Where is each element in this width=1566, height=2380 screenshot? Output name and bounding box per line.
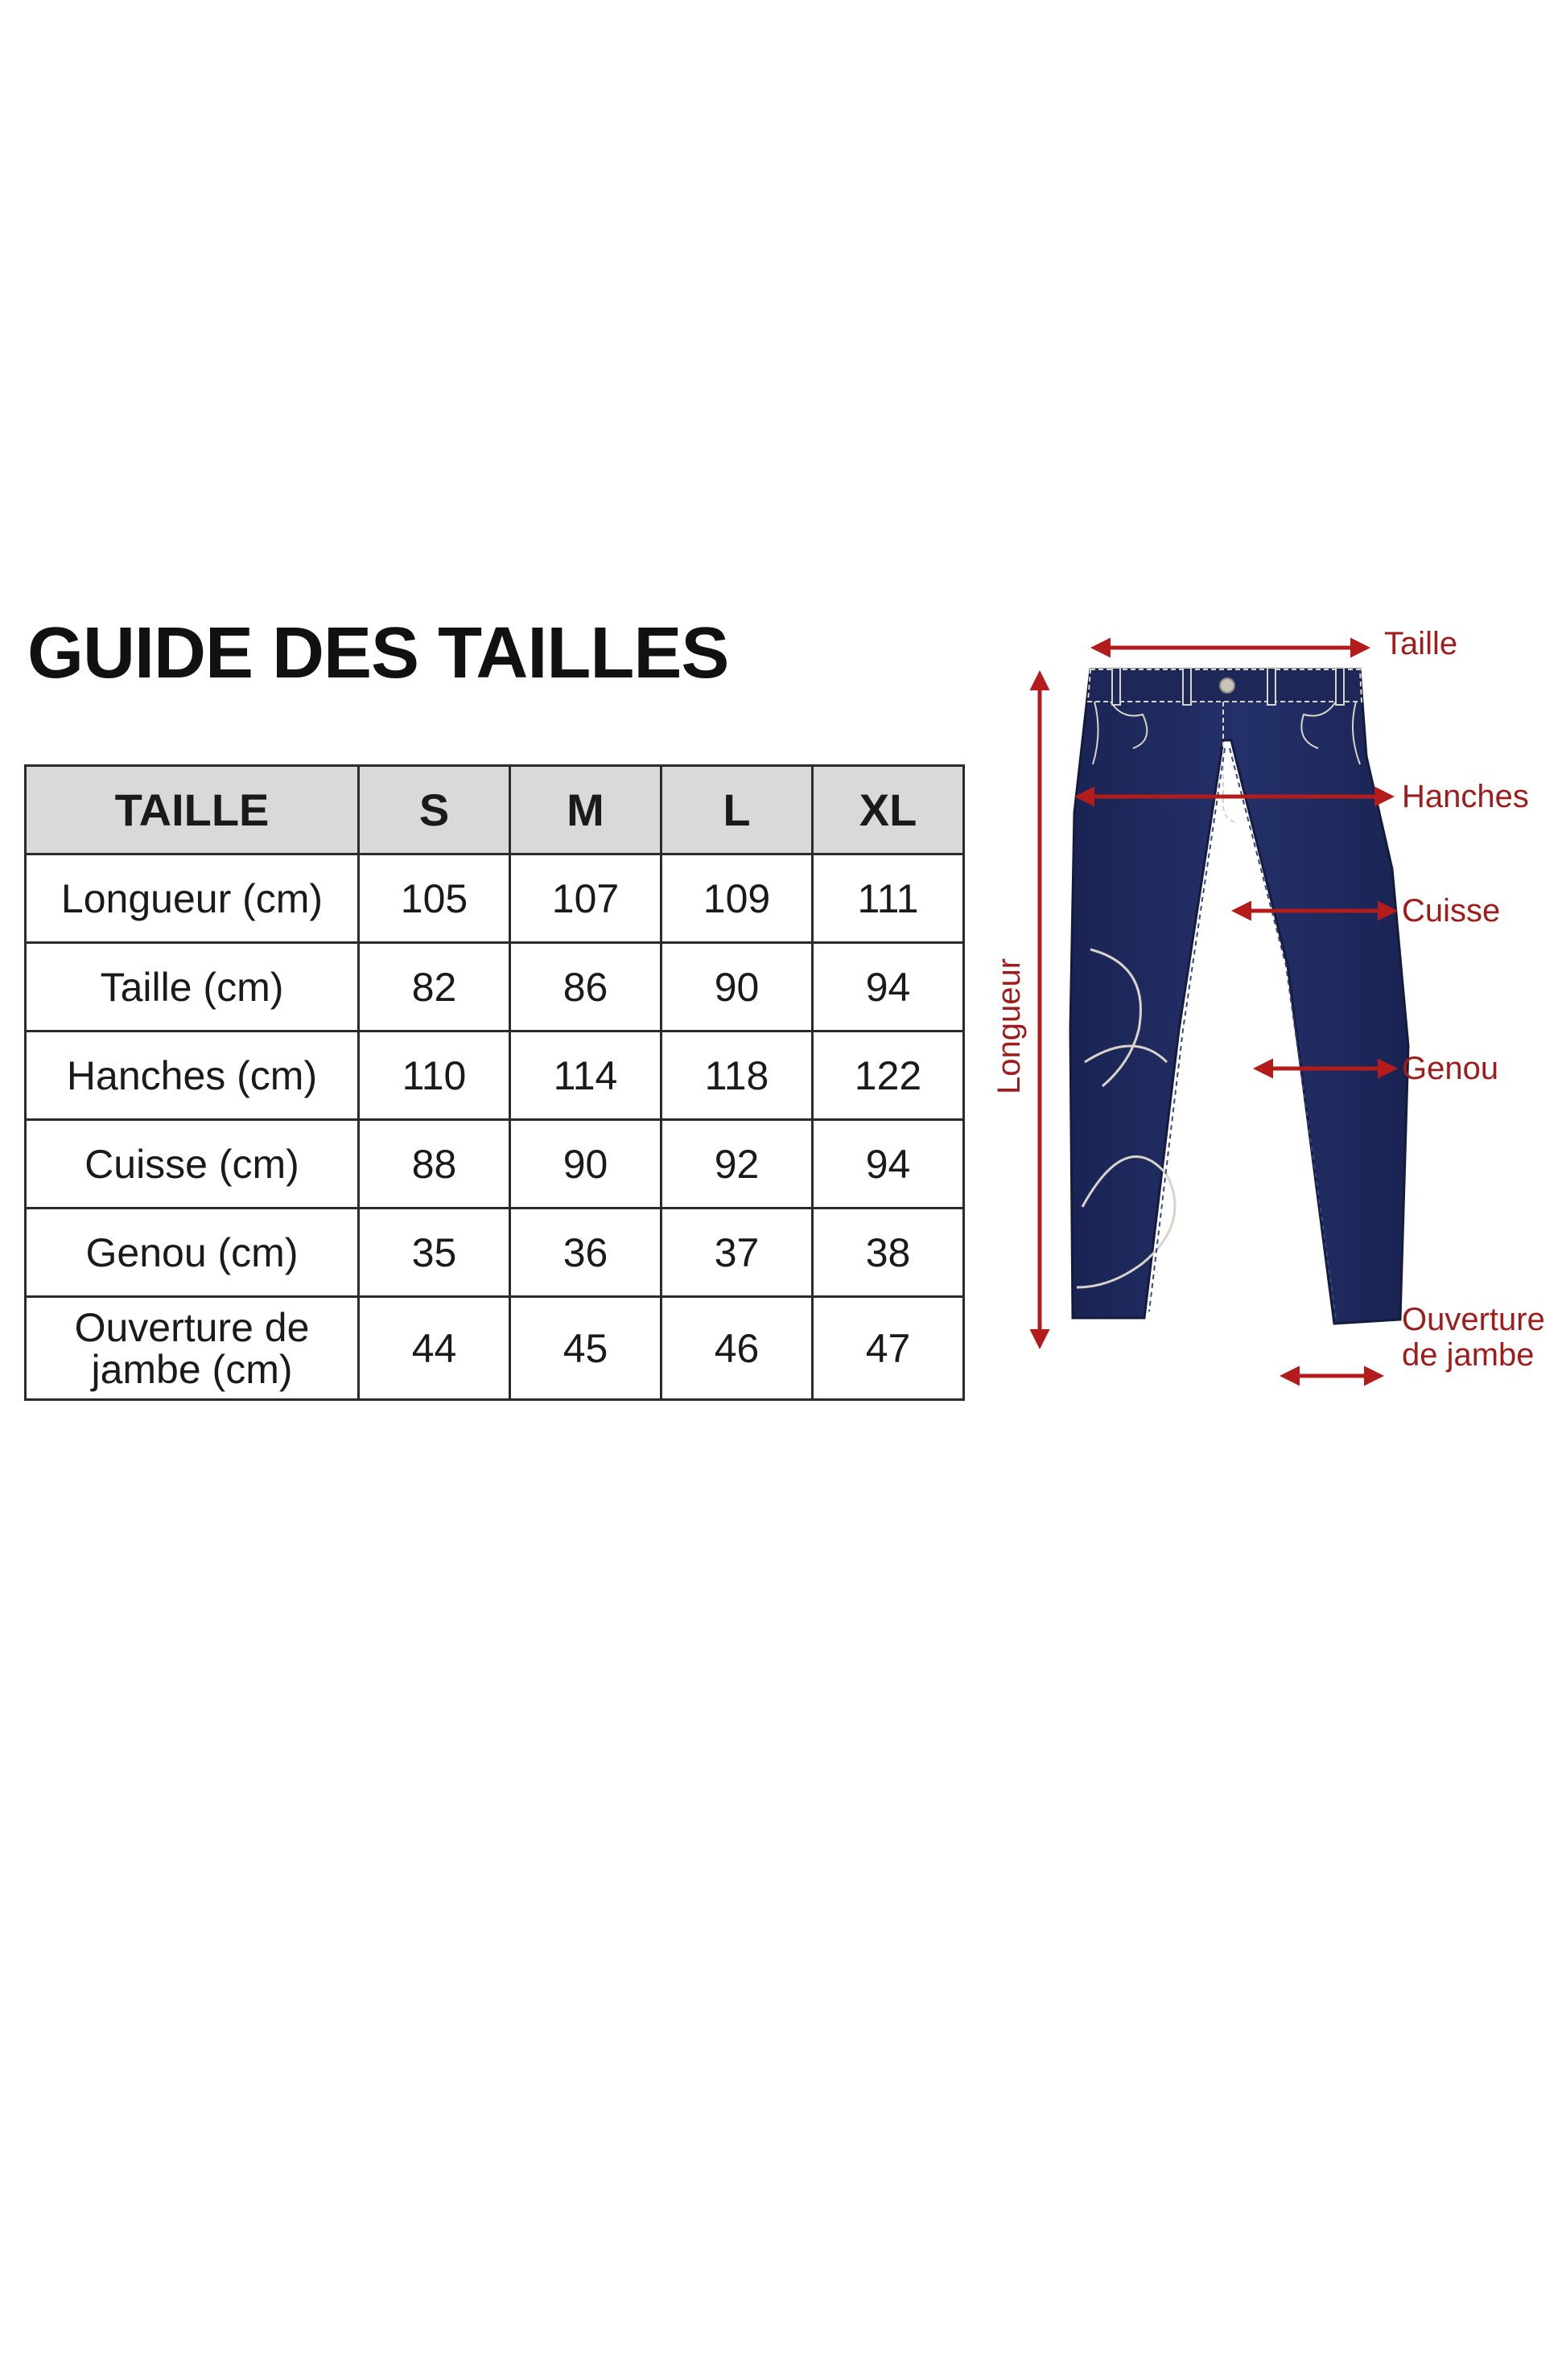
table-cell: 110: [359, 1031, 510, 1120]
taille-label: Taille: [1384, 626, 1458, 661]
table-cell: 88: [359, 1120, 510, 1209]
table-cell: 109: [661, 854, 813, 943]
table-cell: 92: [661, 1120, 813, 1209]
longueur-label: Longueur: [991, 957, 1027, 1094]
table-cell: 47: [813, 1297, 964, 1400]
row-label-line: jambe (cm): [91, 1346, 293, 1392]
row-label-cuisse: Cuisse (cm): [26, 1120, 359, 1209]
belt-loop: [1183, 668, 1191, 705]
header-size-m: M: [510, 766, 661, 854]
measurement-diagram: [982, 611, 1566, 1416]
belt-loop: [1267, 668, 1275, 705]
header-size-l: L: [661, 766, 813, 854]
page-title: GUIDE DES TAILLES: [27, 613, 729, 694]
table-cell: 46: [661, 1297, 813, 1400]
table-cell: 118: [661, 1031, 813, 1120]
table-cell: 90: [661, 943, 813, 1031]
belt-loop: [1112, 668, 1120, 705]
table-row: [26, 1209, 964, 1297]
ouverture-label-line: de jambe: [1402, 1337, 1535, 1373]
size-table: [24, 764, 965, 1401]
table-cell: 114: [510, 1031, 661, 1120]
jeans-body: [1070, 669, 1408, 1324]
belt-loop: [1336, 668, 1344, 705]
table-cell: 111: [813, 854, 964, 943]
table-cell: 45: [510, 1297, 661, 1400]
row-label-line: Ouverture de: [74, 1304, 310, 1350]
table-row: [26, 1297, 964, 1400]
header-size-s: S: [359, 766, 510, 854]
cuisse-label: Cuisse: [1402, 893, 1501, 929]
table-row: [26, 1120, 964, 1209]
table-cell: 90: [510, 1120, 661, 1209]
row-label-longueur: Longueur (cm): [26, 854, 359, 943]
table-cell: 105: [359, 854, 510, 943]
hanches-label: Hanches: [1402, 779, 1529, 814]
table-row: [26, 1031, 964, 1120]
ouverture-label-line: Ouverture: [1402, 1302, 1545, 1337]
header-taille: TAILLE: [26, 766, 359, 854]
table-cell: 94: [813, 1120, 964, 1209]
header-size-xl: XL: [813, 766, 964, 854]
genou-label: Genou: [1402, 1051, 1499, 1086]
table-cell: 122: [813, 1031, 964, 1120]
table-cell: 35: [359, 1209, 510, 1297]
table-cell: 37: [661, 1209, 813, 1297]
row-label-genou: Genou (cm): [26, 1209, 359, 1297]
table-row: [26, 854, 964, 943]
row-label-ouverture-de-jambe: [26, 1297, 359, 1400]
table-cell: 94: [813, 943, 964, 1031]
row-label-hanches: Hanches (cm): [26, 1031, 359, 1120]
table-cell: 82: [359, 943, 510, 1031]
table-cell: 86: [510, 943, 661, 1031]
table-cell: 44: [359, 1297, 510, 1400]
table-cell: 36: [510, 1209, 661, 1297]
table-cell: 107: [510, 854, 661, 943]
table-row: [26, 943, 964, 1031]
row-label-taille: Taille (cm): [26, 943, 359, 1031]
table-cell: 38: [813, 1209, 964, 1297]
ouverture-label: [1402, 1302, 1545, 1373]
jeans-button: [1220, 678, 1234, 693]
table-header-row: [26, 766, 964, 854]
jeans-illustration: [982, 611, 1566, 1416]
